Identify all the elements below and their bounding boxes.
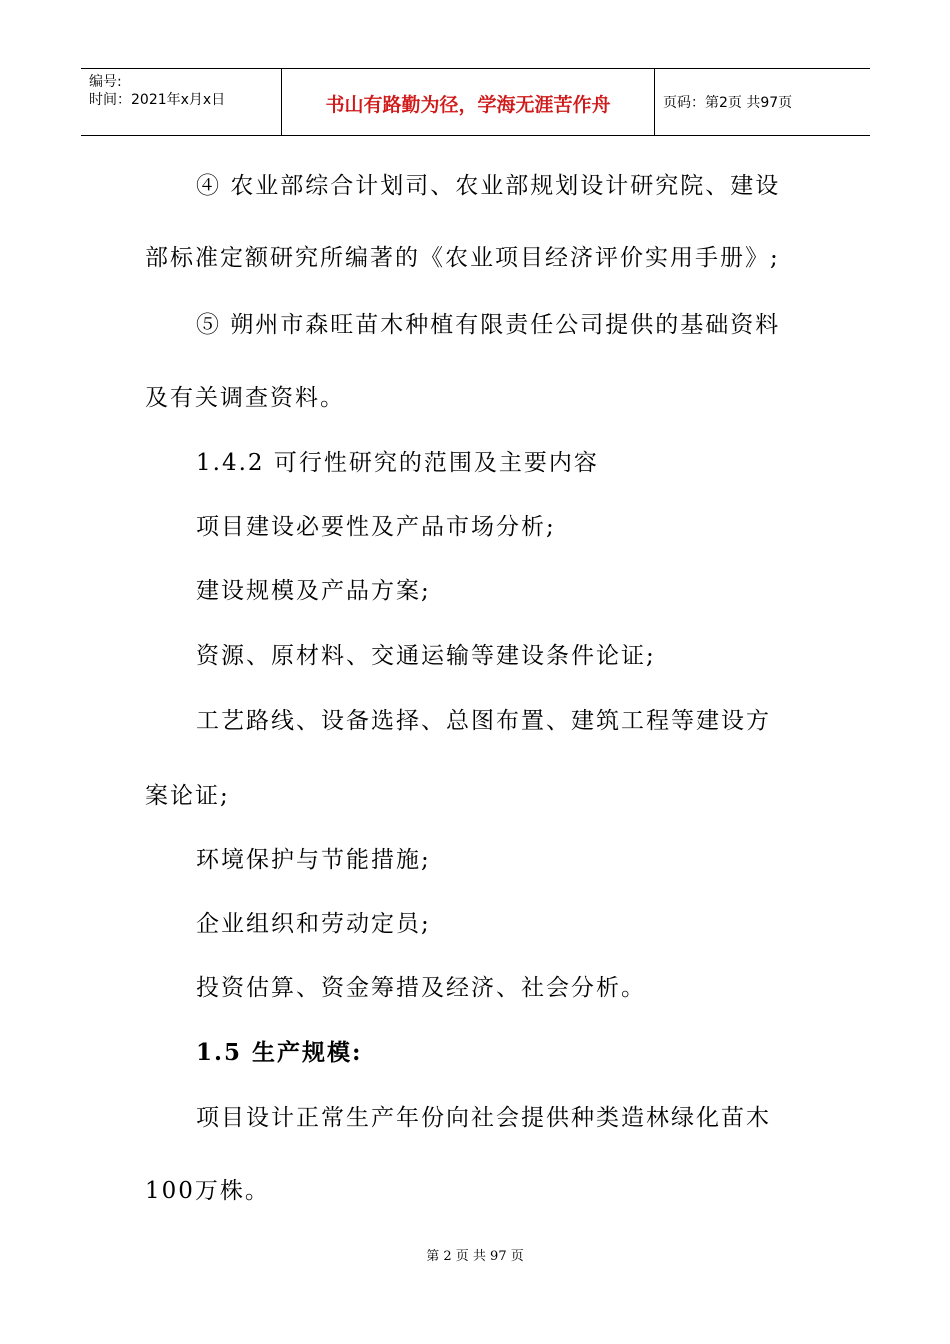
paragraph-line: 部标准定额研究所编著的《农业项目经济评价实用手册》; xyxy=(145,245,780,271)
header-page-number: 页码：第2页 共97页 xyxy=(663,95,793,111)
page-header xyxy=(81,68,870,136)
list-item: 资源、原材料、交通运输等建设条件论证; xyxy=(196,643,656,669)
list-item: 建设规模及产品方案; xyxy=(196,578,431,604)
paragraph-line: ⑤ 朔州市森旺苗木种植有限责任公司提供的基础资料 xyxy=(196,312,781,338)
paragraph-line: 及有关调查资料。 xyxy=(145,385,345,411)
list-item: 项目建设必要性及产品市场分析; xyxy=(196,514,556,540)
header-motto-cell xyxy=(281,69,655,135)
paragraph-line: 项目设计正常生产年份向社会提供种类造林绿化苗木 xyxy=(196,1105,771,1131)
list-item: 企业组织和劳动定员; xyxy=(196,911,431,937)
paragraph-line: 100万株。 xyxy=(145,1178,270,1204)
document-date-label: 时间：2021年x月x日 xyxy=(89,92,226,108)
list-item: 投资估算、资金筹措及经济、社会分析。 xyxy=(196,975,646,1001)
header-meta-cell xyxy=(81,69,281,135)
section-heading: 1.5 生产规模: xyxy=(196,1039,363,1066)
list-item-continuation: 案论证; xyxy=(145,783,230,809)
header-page-cell xyxy=(655,69,870,135)
paragraph-line: ④ 农业部综合计划司、农业部规划设计研究院、建设 xyxy=(196,173,781,199)
list-item: 环境保护与节能措施; xyxy=(196,847,431,873)
section-heading: 1.4.2 可行性研究的范围及主要内容 xyxy=(196,450,599,476)
list-item: 工艺路线、设备选择、总图布置、建筑工程等建设方 xyxy=(196,708,771,734)
document-code-label: 编号: xyxy=(89,74,122,90)
header-motto: 书山有路勤为径，学海无涯苦作舟 xyxy=(325,94,611,116)
page-footer: 第 2 页 共 97 页 xyxy=(426,1249,524,1264)
